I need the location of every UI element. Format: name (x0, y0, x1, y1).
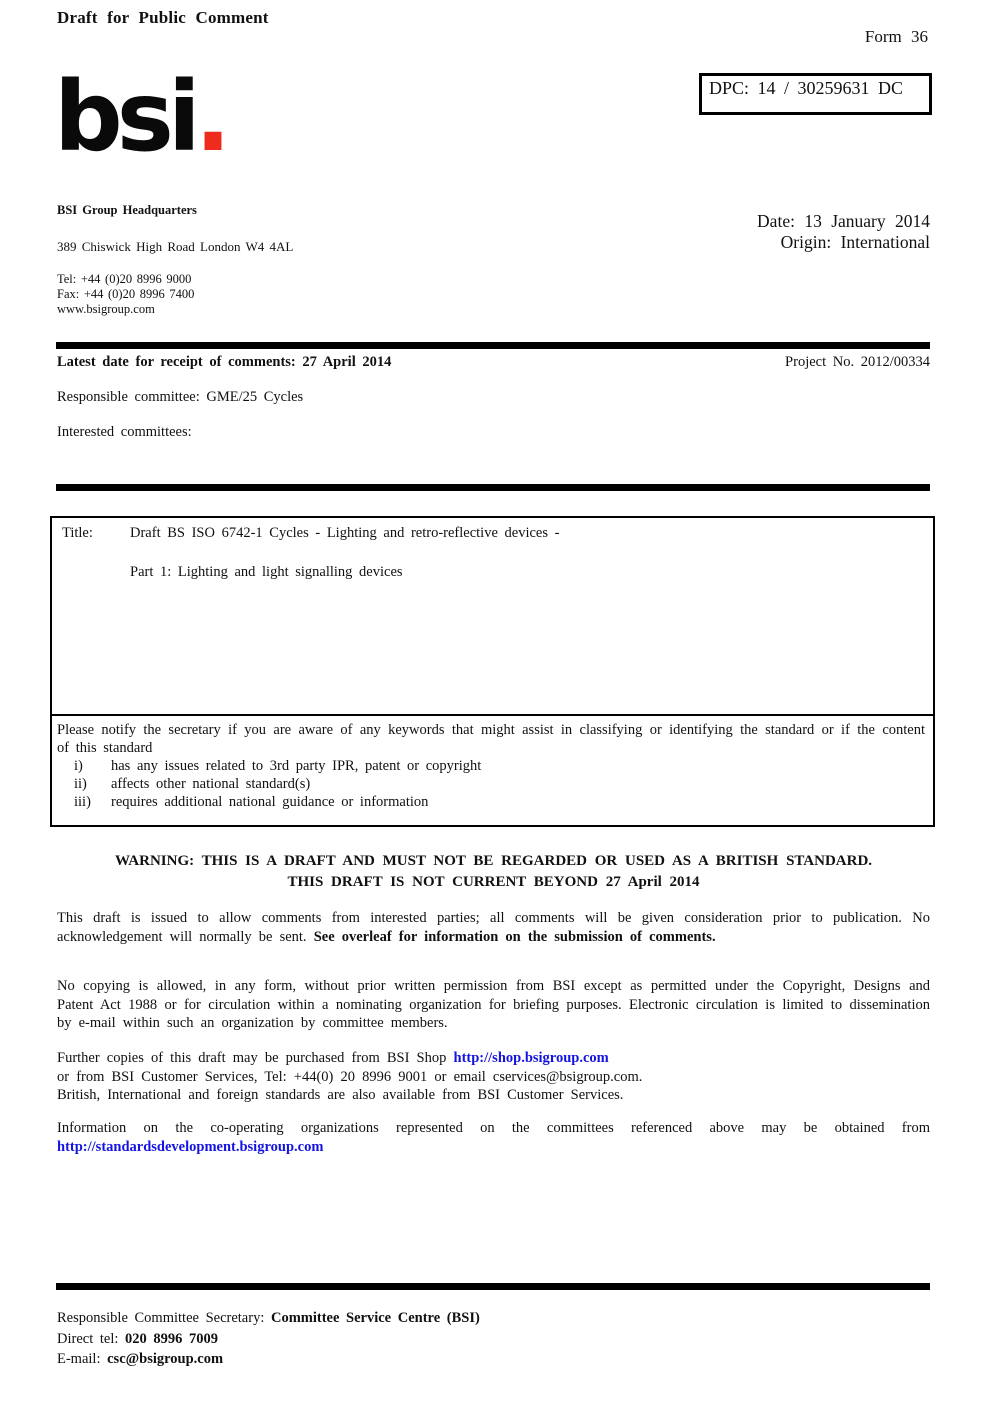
date-origin-block (757, 211, 930, 253)
origin-line: Origin: International (780, 232, 930, 252)
form-number: Form 36 (864, 27, 928, 46)
footer-email-label: E-mail: (57, 1351, 108, 1367)
keywords-item-1-marker: i) (74, 758, 83, 774)
headquarters-address: 389 Chiswick High Road London W4 4AL (57, 239, 294, 254)
keywords-intro: Please notify the secretary if you are aware of any keywords that might assist in classifying or identifying the standard or if the content of this standard (57, 722, 925, 756)
purchase-info-line-2: or from BSI Customer Services, Tel: +44(0) 20 8996 9001 or email cservices@bsigroup.com. (57, 1068, 643, 1085)
interested-committees-line: Interested committees: (57, 424, 192, 440)
comments-deadline-row (57, 354, 930, 371)
document-type-heading: Draft for Public Comment (57, 8, 269, 27)
keywords-item-2-marker: ii) (74, 776, 87, 792)
purchase-info-line-3: British, International and foreign standards are also available from BSI Customer Services. (57, 1087, 624, 1103)
footer-secretary-label: Responsible Committee Secretary: (57, 1310, 271, 1326)
telephone-line: Tel: +44 (0)20 8996 9000 (57, 272, 192, 286)
title-line-1: Draft BS ISO 6742-1 Cycles - Lighting and retro-reflective devices - (130, 525, 560, 541)
title-label: Title: (62, 525, 93, 541)
bsi-logo (54, 62, 231, 172)
paragraph-comments-notice (57, 909, 930, 946)
footer-secretary-value: Committee Service Centre (BSI) (270, 1310, 480, 1326)
date-line: Date: 13 January 2014 (757, 211, 930, 231)
footer-tel-label: Direct tel: (57, 1330, 126, 1347)
divider-bar-top (56, 342, 930, 349)
responsible-committee-line: Responsible committee: GME/25 Cycles (57, 389, 304, 405)
footer-secretary-line (57, 1308, 480, 1329)
paragraph-cooperating-orgs (57, 1119, 930, 1156)
keywords-item-3-marker: iii) (74, 794, 91, 810)
footer-tel-value: 020 8996 7009 (125, 1330, 219, 1347)
keywords-item-3-text: requires additional national guidance or information (111, 794, 429, 810)
keywords-item-3 (74, 793, 925, 811)
draft-warning-line-2: THIS DRAFT IS NOT CURRENT BEYOND 27 April 2014 (287, 873, 700, 890)
draft-warning (57, 851, 930, 892)
footer-email-line (57, 1349, 480, 1370)
comments-notice-text: This draft is issued to allow comments from interested parties; all comments will be given consideration prior to publication. No acknowledgement will normally be sent. (57, 910, 930, 945)
title-content (130, 525, 559, 707)
comments-notice-bold: See overleaf for information on the submission of comments. (313, 928, 716, 945)
latest-date-label: Latest date for receipt of comments: 27 April 2014 (57, 354, 392, 370)
headquarters-title: BSI Group Headquarters (57, 203, 197, 217)
keywords-item-2 (74, 775, 925, 793)
bsi-shop-link[interactable]: http://shop.bsigroup.com (453, 1050, 609, 1066)
footer-contact-block (57, 1308, 480, 1370)
website-line: www.bsigroup.com (57, 302, 155, 316)
title-and-keywords-table (50, 516, 935, 827)
purchase-info-line-1 (57, 1049, 930, 1068)
footer-tel-line (57, 1329, 480, 1350)
purchase-info-pre: Further copies of this draft may be purchased from BSI Shop (57, 1050, 454, 1066)
divider-bar-bottom (56, 1283, 930, 1290)
cooperating-orgs-text: Information on the co-operating organizations represented on the committees referenced above may be obtained from (57, 1120, 930, 1136)
paragraph-purchase-info (57, 1049, 930, 1105)
bsi-logo-text: bsi (54, 61, 195, 173)
standards-development-link[interactable]: http://standardsdevelopment.bsigroup.com (57, 1138, 324, 1155)
paragraph-copyright-notice: No copying is allowed, in any form, without prior written permission from BSI except as permitted under the Copyright, Designs and Patent Act 1988 or for circulation within a nominating organization for briefing purposes. Electronic circulation is limited to dissemination by e-mail within such an organization by committee members. (57, 978, 930, 1031)
project-number: Project No. 2012/00334 (785, 354, 930, 370)
title-cell (52, 518, 933, 714)
title-line-2: Part 1: Lighting and light signalling devices (130, 564, 403, 580)
bsi-logo-red-dot: . (194, 61, 232, 173)
divider-bar-middle (56, 484, 930, 491)
fax-line: Fax: +44 (0)20 8996 7400 (57, 287, 195, 301)
dpc-reference-box (699, 73, 932, 115)
keywords-item-2-text: affects other national standard(s) (111, 776, 311, 792)
footer-email-value: csc@bsigroup.com (107, 1351, 224, 1367)
dpc-reference-text: DPC: 14 / 30259631 DC (709, 78, 904, 98)
keywords-cell (52, 714, 933, 825)
keywords-item-1-text: has any issues related to 3rd party IPR, patent or copyright (111, 758, 482, 774)
draft-warning-line-1: WARNING: THIS IS A DRAFT AND MUST NOT BE REGARDED OR USED AS A BRITISH STANDARD. (114, 853, 873, 869)
keywords-item-1 (74, 757, 925, 775)
contact-block (57, 203, 293, 317)
